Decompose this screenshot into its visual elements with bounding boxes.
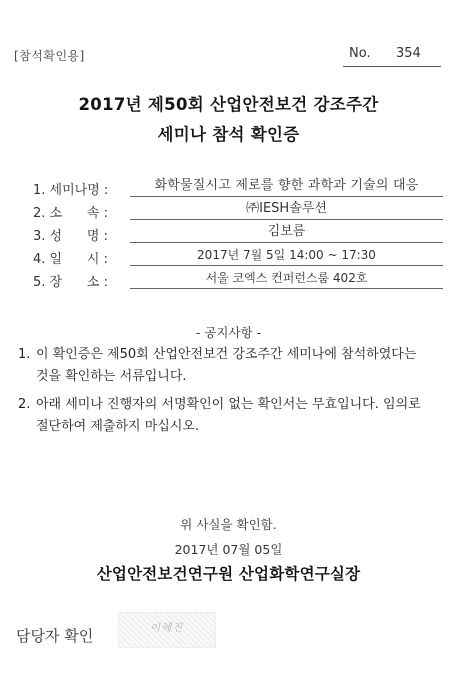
notice-item [18,394,448,444]
affiliation-value: ㈜IESH솔루션 [130,199,443,220]
venue-value: 서울 코엑스 컨퍼런스룸 402호 [130,268,443,289]
issuer-name: 산업안전보건연구원 산업화학연구실장 [96,565,361,583]
datetime-value: 2017년 7월 5일 14:00 ~ 17:30 [130,245,443,266]
notice-item [18,344,448,394]
notice-heading: - 공지사항 - [195,325,262,340]
affiliation-label: 2. 소 속 : [33,206,108,221]
handwritten-signature: 이혜진 [150,622,184,634]
document-title: 2017년 제50회 산업안전보건 강조주간 [78,95,379,114]
attendee-info [33,176,443,291]
info-row-affiliation [33,199,443,222]
notice-number: 2. [18,397,31,412]
document-subtitle: 세미나 참석 확인증 [157,125,300,144]
serial-number [349,46,439,61]
notice-line: 이 확인증은 제50회 산업안전보건 강조주간 세미나에 참석하였다는 [36,347,417,362]
info-row-venue [33,268,443,291]
name-label: 3. 성 명 : [33,229,108,244]
issue-date: 2017년 07월 05일 [174,542,283,557]
serial-underline [343,66,441,67]
confirmation-statement: 위 사실을 확인함. [180,517,277,532]
notice-line: 것을 확인하는 서류입니다. [36,369,187,384]
info-row-name [33,222,443,245]
seminar-label: 1. 세미나명 : [33,183,109,198]
notice-line: 아래 세미나 진행자의 서명확인이 없는 확인서는 무효입니다. 임의로 [36,397,421,412]
venue-label: 5. 장 소 : [33,275,108,290]
name-value: 김보름 [130,222,443,243]
seminar-value: 화학물질시고 제로를 향한 과학과 기술의 대응 [130,176,443,197]
serial-value: 354 [396,46,421,61]
info-row-datetime [33,245,443,268]
notice-line: 절단하여 제출하지 마십시오. [36,419,200,434]
notice-number: 1. [18,347,31,362]
manager-confirm-label: 담당자 확인 [16,627,94,645]
document-type-tag: [참석확인용] [14,49,85,63]
info-row-seminar [33,176,443,199]
datetime-label: 4. 일 시 : [33,252,108,267]
serial-label: No. [349,46,371,61]
